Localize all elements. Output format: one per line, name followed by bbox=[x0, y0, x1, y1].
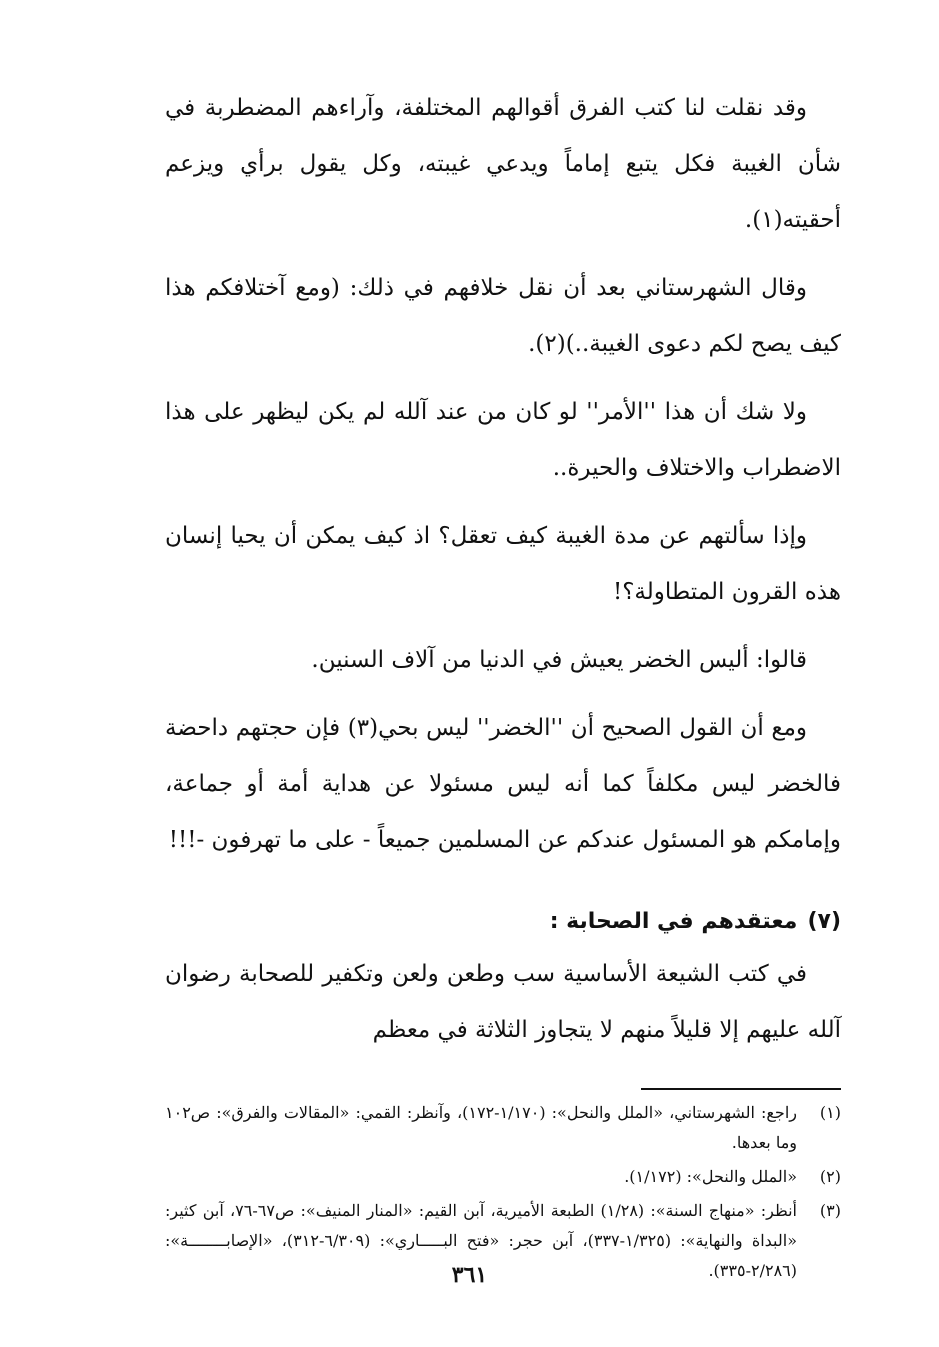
section-heading bbox=[165, 902, 841, 942]
section-paragraph: في كتب الشيعة الأساسية سب وطعن ولعن وتكفير للصحابة رضوان آلله عليهم إلا قليلاً منهم لا يتجاوز الثلاثة في معظم bbox=[165, 961, 841, 1043]
paragraph-4: وإذا سألتهم عن مدة الغيبة كيف تعقل؟ اذ كيف يمكن أن يحيا إنسان هذه القرون المتطاولة؟! bbox=[165, 523, 841, 605]
paragraph-2: وقال الشهرستاني بعد أن نقل خلافهم في ذلك: (ومع آختلافكم هذا كيف يصح لكم دعوى الغيبة..)(٢). bbox=[165, 275, 841, 357]
footnote-1 bbox=[165, 1098, 841, 1158]
footnote-number: (٣) bbox=[819, 1201, 841, 1220]
footnotes bbox=[165, 1098, 841, 1286]
footnote-divider bbox=[641, 1088, 841, 1090]
paragraph-3: ولا شك أن هذا ''الأمر'' لو كان من عند آلله لم يكن ليظهر على هذا الاضطراب والاختلاف والحيرة.. bbox=[165, 399, 841, 481]
footnote-number: (١) bbox=[819, 1103, 841, 1122]
page-body bbox=[165, 80, 841, 1290]
footnote-text: أنظر: «منهاج السنة»: (١/٢٨) الطبعة الأميرية، آبن القيم: «المنار المنيف»: ص٦٧-٧٦، آبن كثير: «البداة والنهاية»: (١/٣٢٥-٣٣٧)، آبن حجر: «فتح البـــــاري»: (٦/٣٠٩-٣١٢)، «الإصابــــــــة»: (٢/٢٨٦-٣٣٥). bbox=[165, 1201, 798, 1280]
paragraph-1: وقد نقلت لنا كتب الفرق أقوالهم المختلفة، وآراءهم المضطربة في شأن الغيبة فكل يتبع إماماً ويدعي غيبته، وكل يقول برأي ويزعم أحقيته(١). bbox=[165, 95, 841, 233]
footnote-2 bbox=[165, 1162, 841, 1192]
page-number: ٣٦١ bbox=[451, 1262, 488, 1288]
section-number: (٧) bbox=[807, 909, 841, 934]
footnote-text: راجع: الشهرستاني، «الملل والنحل»: (١/١٧٠-١٧٢)، وآنظر: القمي: «المقالات والفرق»: ص١٠٢ وما بعدها. bbox=[165, 1103, 797, 1152]
footnote-text: «الملل والنحل»: (١/١٧٢). bbox=[624, 1167, 797, 1186]
section-title: معتقدهم في الصحابة : bbox=[549, 909, 798, 934]
paragraph-6: ومع أن القول الصحيح أن ''الخضر'' ليس بحي(٣) فإن حجتهم داحضة فالخضر ليس مكلفاً كما أنه ليس مسئولا عن هداية أمة أو جماعة، وإمامكم هو المسئول عندكم عن المسلمين جميعاً - على ما تهرفون -!!! bbox=[165, 715, 841, 853]
footnote-number: (٢) bbox=[819, 1167, 841, 1186]
paragraph-5: قالوا: أليس الخضر يعيش في الدنيا من آلاف السنين. bbox=[311, 647, 807, 673]
